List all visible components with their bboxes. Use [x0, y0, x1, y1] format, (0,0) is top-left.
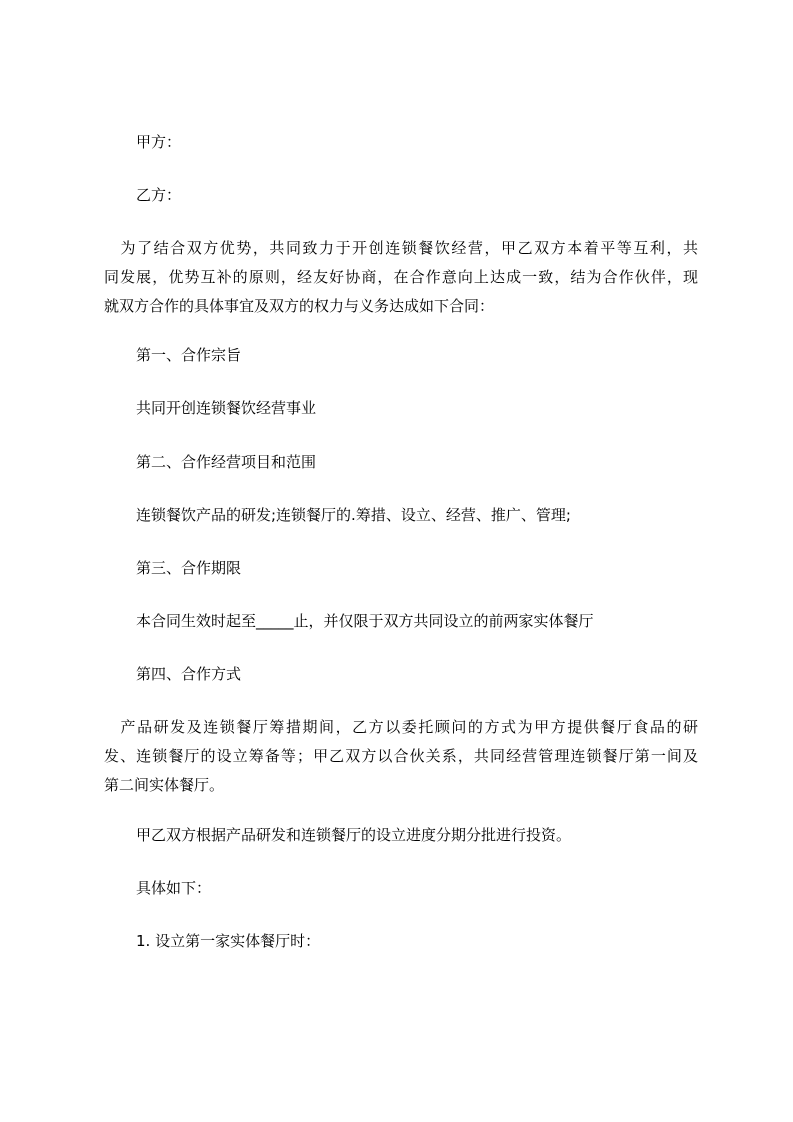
cooperation-paragraph	[104, 713, 698, 800]
cooperation-line: 产品研发及连锁餐厅筹措期间，乙方以委托顾问的方式为甲方提供餐厅食品的研	[104, 718, 698, 736]
cooperation-line: 发、连锁餐厅的设立筹备等；甲乙双方以合伙关系，共同经营管理连锁餐厅第一间及	[104, 747, 698, 765]
section-heading: 第三、合作期限	[136, 559, 242, 577]
cooperation-line: 第二间实体餐厅。	[104, 776, 225, 794]
section-body: 连锁餐饮产品的研发;连锁餐厅的.筹措、设立、经营、推广、管理;	[136, 506, 571, 524]
intro-paragraph	[104, 234, 698, 321]
list-item-1: 1. 设立第一家实体餐厅时：	[136, 932, 321, 950]
section-heading: 第四、合作方式	[136, 665, 242, 683]
intro-line: 就双方合作的具体事宜及双方的权力与义务达成如下合同：	[104, 297, 495, 315]
details-intro: 具体如下：	[136, 879, 212, 897]
party-a-label: 甲方：	[136, 133, 182, 151]
section-heading: 第一、合作宗旨	[136, 346, 242, 364]
party-b-label: 乙方：	[136, 186, 182, 204]
section-heading: 第二、合作经营项目和范围	[136, 453, 317, 471]
section-body: 本合同生效时起至_____止，并仅限于双方共同设立的前两家实体餐厅	[136, 612, 594, 630]
intro-line: 同发展，优势互补的原则，经友好协商，在合作意向上达成一致，结为合作伙伴，现	[104, 268, 698, 286]
section-body: 共同开创连锁餐饮经营事业	[136, 399, 317, 417]
investment-paragraph: 甲乙双方根据产品研发和连锁餐厅的设立进度分期分批进行投资。	[136, 826, 572, 844]
intro-line: 为了结合双方优势，共同致力于开创连锁餐饮经营，甲乙双方本着平等互利，共	[104, 239, 698, 257]
